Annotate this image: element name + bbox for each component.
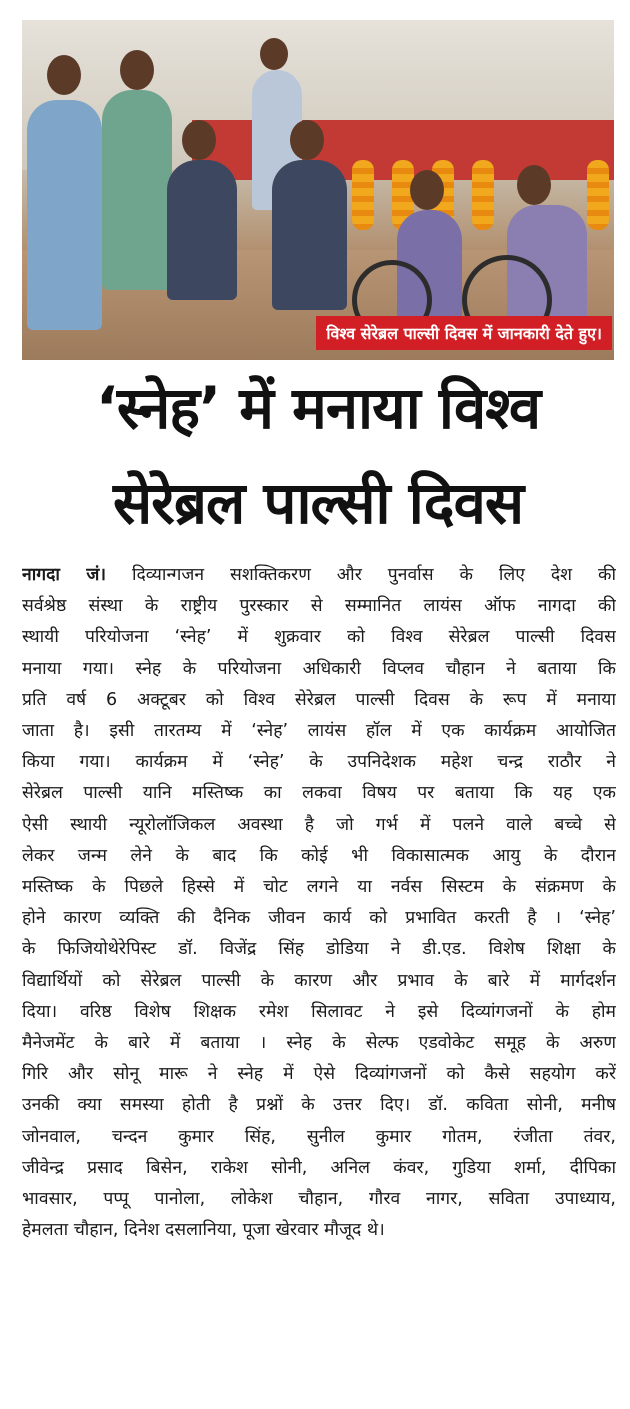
article-body	[22, 560, 616, 1246]
photo-garland	[587, 160, 609, 230]
article-line: सर्वश्रेष्ठ संस्था के राष्ट्रीय पुरस्कार से सम्मानित लायंस ऑफ नागदा की	[22, 596, 616, 617]
article-line: मस्तिष्क के पिछले हिस्से में चोट लगने या नर्वस सिस्टम के संक्रमण के	[22, 877, 616, 898]
photo-person-head	[120, 50, 154, 90]
photo-garland	[472, 160, 494, 230]
photo-speaker	[27, 100, 102, 330]
photo-caption: विश्व सेरेब्रल पाल्सी दिवस में जानकारी देते हुए।	[316, 316, 612, 350]
photo-child	[272, 160, 347, 310]
article-line: नागदा जं। दिव्यान्गजन सशक्तिकरण और पुनर्वास के लिए देश की	[22, 565, 616, 585]
article-line: स्थायी परियोजना ‘स्नेह’ में शुक्रवार को विश्व सेरेब्रल पाल्सी दिवस	[22, 627, 616, 648]
photo-speaker-head	[47, 55, 81, 95]
article-line: जीवेन्द्र प्रसाद बिसेन, राकेश सोनी, अनिल कंवर, गुडिया शर्मा, दीपिका	[22, 1157, 616, 1178]
photo-child-head	[182, 120, 216, 160]
photo-child-head	[290, 120, 324, 160]
photo-child-head	[517, 165, 551, 205]
article-line: जाता है। इसी तारतम्य में ‘स्नेह’ लायंस हॉल में एक कार्यक्रम आयोजित	[22, 721, 616, 742]
article-line: सेरेब्रल पाल्सी यानि मस्तिष्क का लकवा विषय पर बताया कि यह एक	[22, 783, 616, 804]
photo-person-head	[260, 38, 288, 70]
article-line: लेकर जन्म लेने के बाद कि कोई भी विकासात्मक आयु के दौरान	[22, 845, 616, 866]
article-line: गिरि और सोनू मारू ने स्नेह में ऐसे दिव्यांगजनों को कैसे सहयोग करें	[22, 1064, 616, 1085]
photo-person	[102, 90, 172, 290]
article-line: उनकी क्या समस्या होती है प्रश्नों के उत्तर दिए। डॉ. कविता सोनी, मनीष	[22, 1095, 616, 1116]
article-line: जोनवाल, चन्दन कुमार सिंह, सुनील कुमार गोतम, रंजीता तंवर,	[22, 1126, 616, 1147]
photo-child	[167, 160, 237, 300]
dateline: नागदा जं।	[22, 565, 107, 585]
article-line: भावसार, पप्पू पानोला, लोकेश चौहान, गौरव नागर, सविता उपाध्याय,	[22, 1189, 616, 1210]
photo-garland	[352, 160, 374, 230]
article-line: दिया। वरिष्ठ विशेष शिक्षक रमेश सिलावट ने इसे दिव्यांगजनों के होम	[22, 1001, 616, 1022]
event-photo	[22, 20, 614, 360]
article-line: किया गया। कार्यक्रम में ‘स्नेह’ के उपनिदेशक महेश चन्द्र राठौर ने	[22, 752, 616, 773]
article-line: ऐसी स्थायी न्यूरोलॉजिकल अवस्था है जो गर्भ में पलने वाले बच्चे से	[22, 814, 616, 835]
article-line: मैनेजमेंट के बारे में बताया । स्नेह के सेल्फ एडवोकेट समूह के अरुण	[22, 1033, 616, 1054]
article-line: विद्यार्थियों को सेरेब्रल पाल्सी के कारण और प्रभाव के बारे में मार्गदर्शन	[22, 970, 616, 991]
article-line: मनाया गया। स्नेह के परियोजना अधिकारी विप्लव चौहान ने बताया कि	[22, 658, 616, 679]
article-line: प्रति वर्ष 6 अक्टूबर को विश्व सेरेब्रल पाल्सी दिवस के रूप में मनाया	[22, 689, 616, 710]
article-line: होने कारण व्यक्ति की दैनिक जीवन कार्य को प्रभावित करती है । ‘स्नेह’	[22, 908, 616, 929]
headline-line-2: सेरेब्रल पाल्सी दिवस	[112, 469, 524, 537]
article-line: हेमलता चौहान, दिनेश दसलानिया, पूजा खेरवार मौजूद थे।	[22, 1220, 385, 1241]
article-line: के फिजियोथेरेपिस्ट डॉ. विजेंद्र सिंह डोडिया ने डी.एड. विशेष शिक्षा के	[22, 939, 616, 960]
headline-line-1: ‘स्नेह’ में मनाया विश्व	[95, 374, 541, 442]
photo-child-head	[410, 170, 444, 210]
